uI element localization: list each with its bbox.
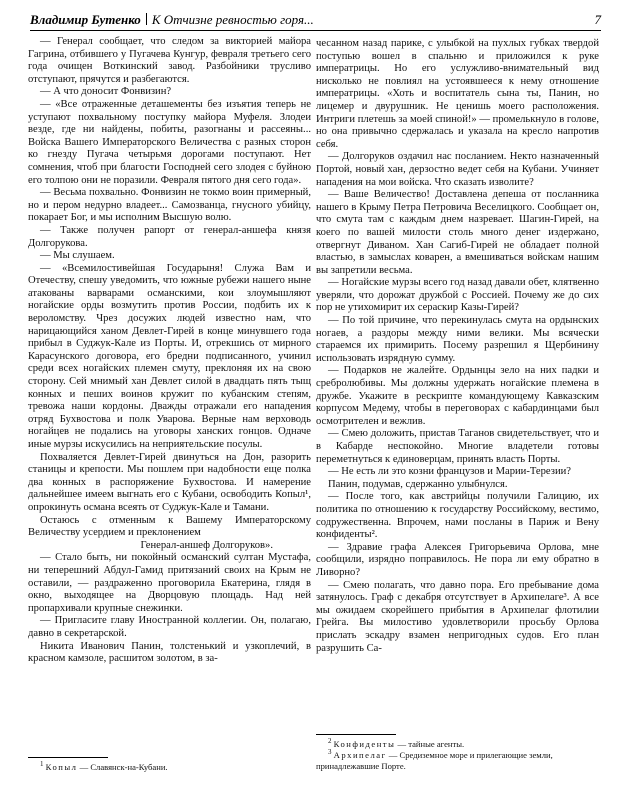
footnotes-right — [316, 734, 599, 772]
paragraph: чесанном назад парике, с улыбкой на пухлых губках твердой поступью вошел в спальню и приложился к руке императрицы. Но его услужливо-внимательный вид нисколько не повлиял на устоявшееся к нему отношение императрицы. «Хоть и воспитатель сына ты, Панин, но лицемер и двурушник. Не ценишь моего расположения. Интриги плетешь за моей спиной!» — промелькнуло в голове, но она привычно сдержалась и указала на кресло напротив себя. — [316, 38, 599, 150]
header-author: Владимир Бутенко — [30, 12, 141, 27]
footnotes-left — [28, 757, 311, 773]
paragraph: — Здравие графа Алексея Григорьевича Орлова, мне сообщили, изрядно поправилось. Не пора ли ему обратно в Ливорно? — [316, 541, 599, 578]
paragraph: — После того, как австрийцы получили Галицию, их политика по отношению к государству Российскому, вестимо, содружественна. Впрочем, нами посланы в Париж и Вену конфиденты². — [316, 491, 599, 541]
footnote-text: — тайные агенты. — [395, 739, 465, 749]
paragraph: — Ногайские мурзы всего год назад давали обет, клятвенно уверяли, что дорожат дружбой с Россией. Почему же до сих пор не утихомирит их сераскир Казы-Гирей? — [316, 277, 599, 314]
paragraph: — Также получен рапорт от генерал-аншефа князя Долгорукова. — [28, 224, 311, 249]
paragraph: — «Все отраженные деташементы без изъятия теперь не уступают похвальному поступку майора Муфеля. Злодеи везде, где ни найдены, побиты, разогнаны и рассеяны... Войска Вашего Императорского Величества с разных сторон ко гнезду Пугача четырьмя дорогами поступают. Нет сомнения, чтоб при благости Господней сего злодея с буйною его толпою они не поразили. Февраля пятого дня сего года». — [28, 98, 311, 186]
footnote-divider — [28, 757, 108, 758]
footnote-divider — [316, 734, 396, 735]
footnote-number: 1 — [40, 760, 44, 769]
letter-signature: Генерал-аншеф Долгоруков». — [140, 539, 273, 551]
paragraph: — Смею доложить, пристав Таганов свидетельствует, что и в Кабарде неспокойно. Многие владетели готовы переметнуться к единоверцам, принять власть Порты. — [316, 428, 599, 465]
paragraph: Похваляется Девлет-Гирей двинуться на Дон, разорить станицы и крепости. Мы пошлем при надобности еще полка два конных в распоряжение Бухвостова. И намерение дальнейшее имеем выгнать его с Кубани, освободить Копыл¹, опрокинуть османа всеять от Суджук-Кале и Тамани. — [28, 451, 311, 513]
footnote-term: Архипелаг — [333, 750, 387, 760]
paragraph: — «Всемилостивейшая Государыня! Служа Вам и Отечеству, спешу уведомить, что южные рубежи нашего ныне атакованы варварами османскими, кои злоумышляют ногайские орды возмутить против России, подбить их к вероломству. Чрез досужих людей известно нам, что нарицающийся ханом Девлет-Гирей в конце минувшего года прибыл в Суджук-Кале из Порты. И, отрекшись от мирного Карасунского договора, его бредни подписанного, учинил среди всех ногайских племен смуту, преклоняя их на свою сторону. Сей мнимый хан Девлет силой в двадцать пять тыщ конных и пеших воинов кружит по кубанским степям, тревожа наши кордоны. Дважды отражали его нападения отряд Бухвостова и полк Уварова. Верные нам верховодь ногайцев не подались на уговоры ханских гонцов. Одначе иные мурзы искусились на неприятельские посулы. — [28, 262, 311, 450]
header-title: К Отчизне ревностью горя... — [151, 12, 314, 27]
paragraph: — Весьма похвально. Фонвизин не токмо воин примерный, но и пером недурно владеет... Самозванца, гнусного убийцу, покарает Бог, и мы исполним Высшую волю. — [28, 187, 311, 224]
paragraph: — Смею полагать, что давно пора. Его пребывание дома затянулось. Граф с декабря отсутствует в Архипелаге³. А все мы ожидаем скорейшего прибытия в Архипелаг флотилии Грейга. Вы милостиво удовлетворили просьбу Орлова прислать эскадру взамен непригодных судов. Его план разрушить Са- — [316, 579, 599, 654]
paragraph: — Стало быть, ни покойный османский султан Мустафа, ни теперешний Абдул-Гамид притязаний своих на Крым не оставили, — раздраженно проговорила Екатерина, глядя в окно, выходящее на Дворцовую площадь. Над ней пропархивали крупные снежинки. — [28, 552, 311, 614]
page-number: 7 — [594, 12, 601, 27]
paragraph: Никита Иванович Панин, толстенький и узкоплечий, в красном камзоле, расшитом золотом, в за- — [28, 640, 311, 665]
footnote — [316, 750, 599, 772]
footnote-term: Копыл — [45, 762, 78, 772]
paragraph: — А что доносит Фонвизин? — [40, 86, 172, 98]
right-column — [316, 38, 599, 655]
footnote-term: Конфиденты — [333, 739, 396, 749]
footnote — [28, 762, 311, 773]
paragraph: — Ваше Величество! Доставлена депеша от посланника нашего в Крыму Петра Петровича Веселицкого. Сообщает он, что смута там с каждым днем назревает. Шагин-Гирей, на коего по вашей милости столь много денег издержано, отвергнут Диваном. Хан Сагиб-Гирей не обладает полной властью, в замыслах коварен, а вмешиваться войскам нашим вы запретили весьма. — [316, 189, 599, 276]
paragraph: — Пригласите главу Иностранной коллегии. Он, полагаю, давно в секретарской. — [28, 615, 311, 639]
paragraph: — Генерал сообщает, что следом за викторией майора Гагрина, отбившего у Пугачева Кунгур, февраля третьего сего года очищен Воткинский завод. Разбойники трусливо отступают, прячутся и разбегаются. — [28, 36, 311, 85]
footnote-text: — Средиземное море и прилегающие земли, принадлежавшие Порте. — [316, 750, 553, 771]
footnote-number: 3 — [328, 748, 332, 757]
paragraph: — Не есть ли это козни французов и Марии-Терезии? — [328, 466, 571, 478]
paragraph: — Долгоруков оздачил нас посланием. Некто назначенный Портой, новый хан, дерзостно ведет себя на Кубани. Учиняет нападения на мои войска. Что сказать изволите? — [316, 151, 599, 188]
left-column — [28, 36, 311, 666]
footnote — [316, 739, 599, 750]
paragraph: Панин, подумав, сдержанно улыбнулся. — [328, 478, 508, 490]
running-header — [30, 10, 601, 31]
paragraph: — По той причине, что перекинулась смута на ордынских ногаев, а раздоры между ними велики. Мы всячески стараемся их примирить. Посему разрешил я Щербинину использовать изрядную сумму. — [316, 315, 599, 364]
footnote-text: — Славянск-на-Кубани. — [77, 762, 168, 772]
paragraph: Остаюсь с отменным к Вашему Императорскому Величеству усердием и преклонением — [28, 514, 311, 539]
paragraph: — Мы слушаем. — [40, 250, 115, 262]
footnote-number: 2 — [328, 737, 332, 746]
header-separator — [146, 13, 147, 25]
paragraph: — Подарков не жалейте. Ордынцы зело на них падки и сребролюбивы. Мы должны удержать ногайские племена в дружбе. Укажите в рескрипте командующему Кавказским корпусом Медему, чтобы в переговорах с кабардинцами был осмотрителен и вежлив. — [316, 365, 599, 427]
